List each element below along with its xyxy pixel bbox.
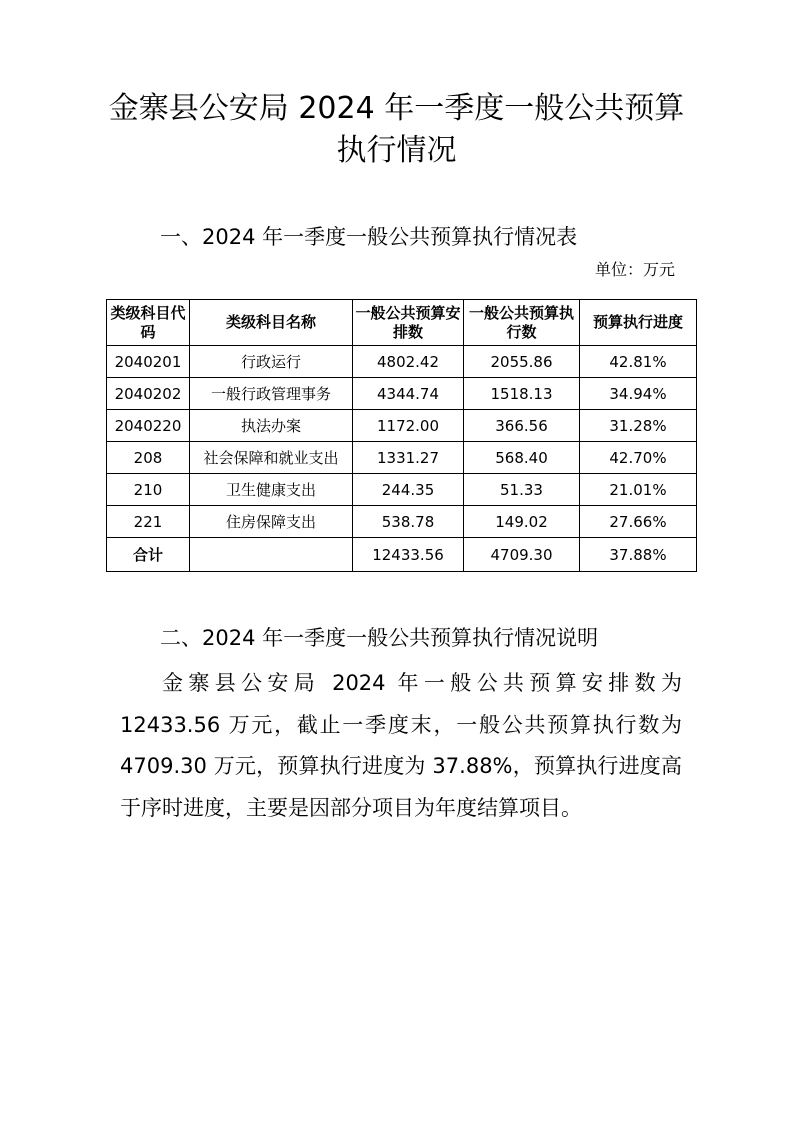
header-budget: 一般公共预算安排数 — [353, 300, 464, 346]
cell-budget: 4344.74 — [353, 378, 464, 410]
section1-heading: 一、2024 年一季度一般公共预算执行情况表 — [160, 225, 578, 249]
cell-code: 208 — [107, 442, 190, 474]
cell-budget: 4802.42 — [353, 346, 464, 378]
cell-executed: 2055.86 — [464, 346, 580, 378]
header-name: 类级科目名称 — [190, 300, 353, 346]
budget-execution-table — [106, 299, 697, 572]
page-title-line2: 执行情况 — [336, 133, 457, 168]
total-budget: 12433.56 — [353, 538, 464, 572]
cell-code: 2040201 — [107, 346, 190, 378]
cell-executed: 149.02 — [464, 506, 580, 538]
cell-name: 社会保障和就业支出 — [190, 442, 353, 474]
table-row — [107, 346, 697, 378]
cell-name: 执法办案 — [190, 410, 353, 442]
total-label: 合计 — [107, 538, 190, 572]
cell-progress: 42.81% — [580, 346, 697, 378]
table-row — [107, 378, 697, 410]
cell-progress: 27.66% — [580, 506, 697, 538]
table-row — [107, 442, 697, 474]
header-executed: 一般公共预算执行数 — [464, 300, 580, 346]
cell-name: 卫生健康支出 — [190, 474, 353, 506]
explanation-paragraph: 金寨县公安局 2024 年一般公共预算安排数为 12433.56 万元，截止一季度末，一般公共预算执行数为 4709.30 万元，预算执行进度为 37.88%，预算执行进度高于序时进度，主要是因部分项目为年度结算项目。 — [120, 671, 682, 820]
cell-name: 住房保障支出 — [190, 506, 353, 538]
page-title-line1: 金寨县公安局 2024 年一季度一般公共预算 — [108, 91, 685, 126]
total-progress: 37.88% — [580, 538, 697, 572]
unit-label: 单位：万元 — [594, 260, 675, 279]
table-row — [107, 474, 697, 506]
table-total-row — [107, 538, 697, 572]
table-row — [107, 410, 697, 442]
cell-executed: 568.40 — [464, 442, 580, 474]
total-executed: 4709.30 — [464, 538, 580, 572]
page-title — [0, 88, 793, 172]
cell-code: 2040220 — [107, 410, 190, 442]
cell-budget: 538.78 — [353, 506, 464, 538]
header-progress: 预算执行进度 — [580, 300, 697, 346]
cell-code: 221 — [107, 506, 190, 538]
cell-executed: 366.56 — [464, 410, 580, 442]
cell-budget: 244.35 — [353, 474, 464, 506]
cell-progress: 34.94% — [580, 378, 697, 410]
table-row — [107, 506, 697, 538]
cell-code: 210 — [107, 474, 190, 506]
cell-name: 一般行政管理事务 — [190, 378, 353, 410]
cell-progress: 21.01% — [580, 474, 697, 506]
total-name — [190, 538, 353, 572]
cell-executed: 1518.13 — [464, 378, 580, 410]
section2-heading: 二、2024 年一季度一般公共预算执行情况说明 — [160, 626, 599, 650]
cell-budget: 1172.00 — [353, 410, 464, 442]
cell-progress: 31.28% — [580, 410, 697, 442]
cell-executed: 51.33 — [464, 474, 580, 506]
cell-name: 行政运行 — [190, 346, 353, 378]
cell-progress: 42.70% — [580, 442, 697, 474]
table-header-row — [107, 300, 697, 346]
cell-budget: 1331.27 — [353, 442, 464, 474]
header-code: 类级科目代码 — [107, 300, 190, 346]
cell-code: 2040202 — [107, 378, 190, 410]
